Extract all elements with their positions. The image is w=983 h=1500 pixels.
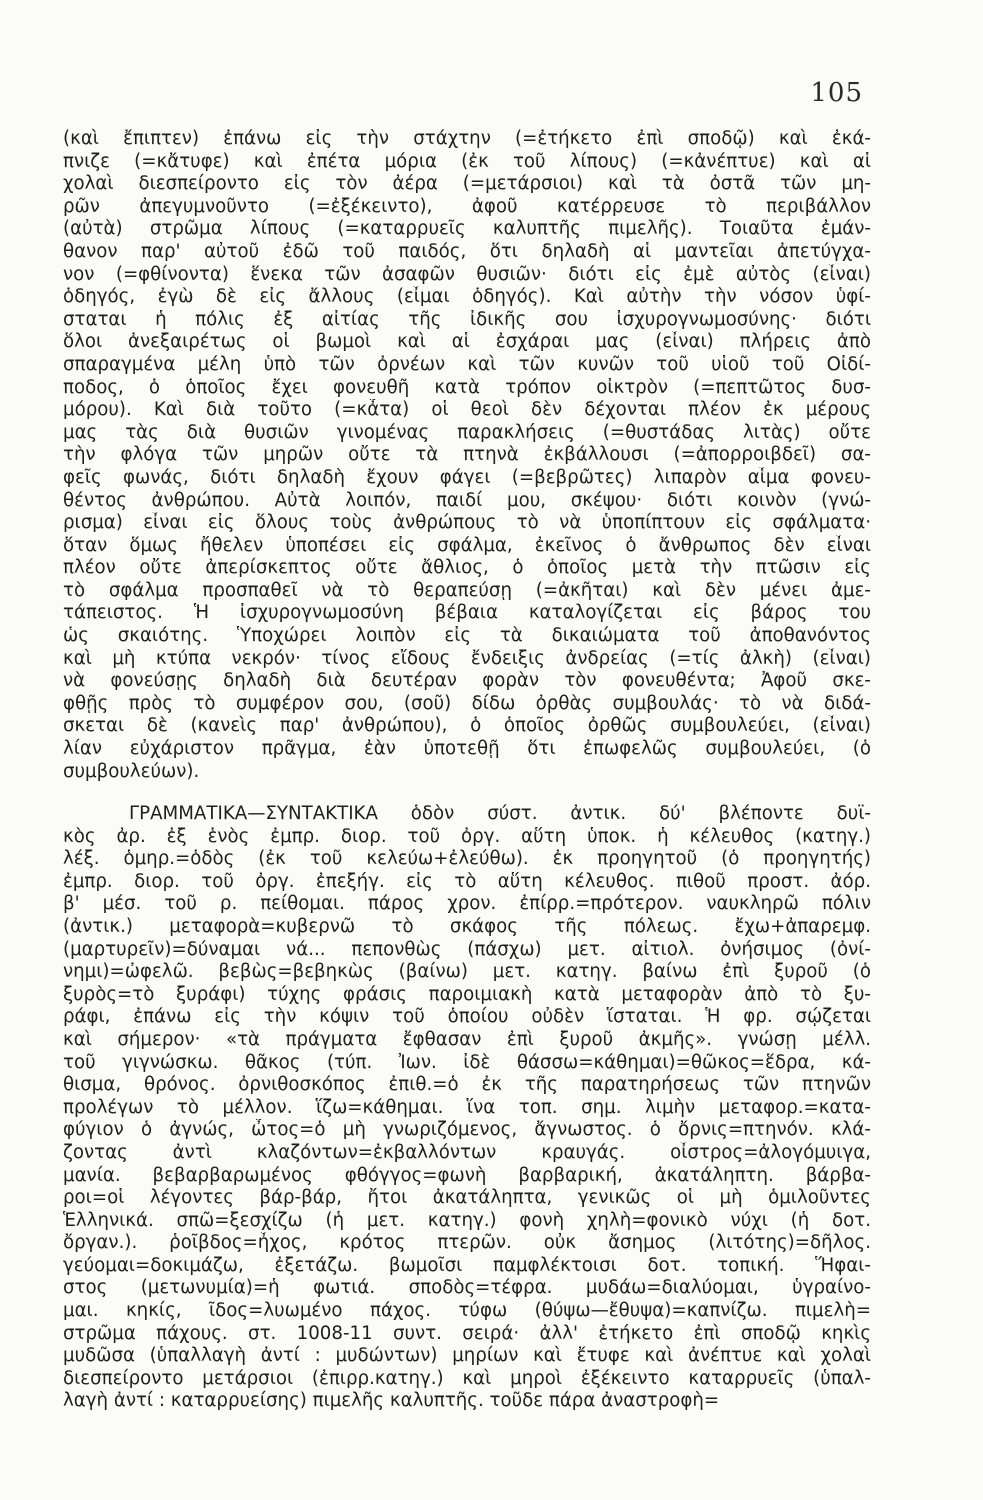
grammar-text-line: (ἀντικ.) μεταφορὰ=κυβερνῶ τὸ σκάφος τῆς πόλεως. ἔχω+ἀπαρεμφ. [63,915,871,937]
main-text-line: νον (=φθίνοντα) ἕνεκα τῶν ἀσαφῶν θυσιῶν· διότι εἰς ἐμὲ αὐτὸς (εἶναι) [63,263,871,285]
main-text-line: θανον παρ' αὐτοῦ ἐδῶ τοῦ παιδός, ὅτι δηλαδὴ αἱ μαντεῖαι ἀπετύγχα- [63,240,871,262]
grammar-text-line: ροι=οἱ λέγοντες βάρ-βάρ, ἤτοι ἀκατάληπτα, γενικῶς οἱ μὴ ὁμιλοῦντες [63,1187,871,1209]
main-text-line: ὅλοι ἀνεξαιρέτως οἱ βωμοὶ καὶ αἱ ἐσχάραι μας (εἶναι) πλήρεις ἀπὸ [63,331,871,353]
main-text-line: (καὶ ἔπιπτεν) ἐπάνω εἰς τὴν στάχτην (=ἐτήκετο ἐπὶ σποδῷ) καὶ ἐκά- [63,128,871,149]
main-text-line: μας τὰς διὰ θυσιῶν γινομένας παρακλήσεις (=θυστάδας λιτὰς) οὔτε [63,421,871,443]
main-text-line: ὁδηγός, ἐγὼ δὲ εἰς ἄλλους (εἶμαι ὁδηγός). Καὶ αὐτὴν τὴν νόσον ὑφί- [63,286,871,308]
grammar-text-line: στος (μετωνυμία)=ἡ φωτιά. σποδὸς=τέφρα. μυδάω=διαλύομαι, ὑγραίνο- [63,1277,871,1299]
grammar-text-line: μανία. βεβαρβαρωμένος φθόγγος=φωνὴ βαρβαρική, ἀκατάληπτη. βάρβα- [63,1164,871,1186]
main-paragraph [63,128,871,783]
main-text-line: (αὐτὰ) στρῶμα λίπους (=καταρρυεῖς καλυπτῆς πιμελῆς). Τοιαῦτα ἐμάν- [63,218,871,240]
main-text-line: σπαραγμένα μέλη ὑπὸ τῶν ὀρνέων καὶ τῶν κυνῶν τοῦ υἱοῦ τοῦ Οἰδί- [63,353,871,375]
grammar-text-line: ἐμπρ. διορ. τοῦ ὀργ. ἐπεξήγ. εἰς τὸ αὕτη κέλευθος. πιθοῦ προστ. ἀόρ. [63,870,871,892]
main-text-line: σκεται δὲ (κανεὶς παρ' ἀνθρώπου), ὁ ὁποῖος ὀρθῶς συμβουλεύει, (εἶναι) [63,715,871,737]
grammar-text-line: θισμα, θρόνος. ὀρνιθοσκόπος ἐπιθ.=ὁ ἐκ τῆς παρατηρήσεως τῶν πτηνῶν [63,1074,871,1096]
main-text-line: καὶ μὴ κτύπα νεκρόν· τίνος εἴδους ἔνδειξις ἀνδρείας (=τίς ἀλκὴ) (εἶναι) [63,647,871,669]
main-text-line: φεῖς φωνάς, διότι δηλαδὴ ἔχουν φάγει (=βεβρῶτες) λιπαρὸν αἷμα φονευ- [63,466,871,488]
grammar-text-line: γεύομαι=δοκιμάζω, ἐξετάζω. βωμοῖσι παμφλέκτοισι δοτ. τοπική. Ἥφαι- [63,1254,871,1276]
grammar-text-line: τοῦ γιγνώσκω. θᾶκος (τύπ. Ἰων. ἰδὲ θάσσω=κάθημαι)=θῶκος=ἕδρα, κά- [63,1051,871,1073]
main-text-line: συμβουλεύων). [63,760,200,782]
grammar-text-line: Ἑλληνικά. σπῶ=ξεσχίζω (ἡ μετ. κατηγ.) φονὴ χηλὴ=φονικὸ νύχι (ἡ δοτ. [63,1209,871,1231]
grammar-text-line: μαι. κηκίς, ῖδος=λυωμένο πάχος. τύφω (θύψω—ἔθυψα)=καπνίζω. πιμελὴ= [63,1300,871,1322]
grammar-text-line: ὄργαν.). ῥοῖβδος=ἦχος, κρότος πτερῶν. οὐκ ἄσημος (λιτότης)=δῆλος. [63,1232,871,1254]
main-text-line: τάπειστος. Ἡ ἰσχυρογνωμοσύνη βέβαια καταλογίζεται εἰς βάρος του [63,602,871,624]
grammar-text-line: νημι)=ὠφελῶ. βεβὼς=βεβηκὼς (βαίνω) μετ. κατηγ. βαίνω ἐπὶ ξυροῦ (ὁ [63,961,871,983]
grammar-text-line: ΓΡΑΜΜΑΤΙΚΑ—ΣΥΝΤΑΚΤΙΚΑ ὁδὸν σύστ. ἀντικ. δύ' βλέποντε δυϊ- [129,803,871,824]
grammar-text-line: διεσπείροντο μετάρσιοι (ἐπιρρ.κατηγ.) καὶ μηροὶ ἐξέκειντο καταρρυεῖς (ὑπαλ- [63,1367,871,1389]
grammar-text-line: λέξ. ὁμηρ.=ὁδὸς (ἐκ τοῦ κελεύω+ἐλεύθω). ἐκ προηγητοῦ (ὁ προηγητής) [63,848,871,870]
main-text-line: λίαν εὐχάριστον πρᾶγμα, ἐὰν ὑποτεθῇ ὅτι ἐπωφελῶς συμβουλεύει, (ὁ [63,738,871,760]
main-text-line: μόρου). Καὶ διὰ τοῦτο (=κἆτα) οἱ θεοὶ δὲν δέχονται πλέον ἐκ μέρους [63,399,871,421]
grammar-text-line: λαγὴ ἀντί : καταρρυείσης) πιμελῆς καλυπτῆς. τοῦδε πάρα ἀναστροφὴ= [63,1390,720,1412]
main-text-line: θέντος ἀνθρώπου. Αὐτὰ λοιπόν, παιδί μου, σκέψου· διότι κοινὸν (γνώ- [63,489,871,511]
grammar-text-line: στρῶμα πάχους. στ. 1008-11 συντ. σειρά· ἀλλ' ἐτήκετο ἐπὶ σποδῷ κηκὶς [63,1322,871,1344]
grammar-text-line: ξυρὸς=τὸ ξυράφι) τύχης φράσις παροιμιακὴ κατὰ μεταφορὰν ἀπὸ τὸ ξυ- [63,983,871,1005]
grammar-text-line: φύγιον ὁ ἀγνώς, ὦτος=ὁ μὴ γνωριζόμενος, ἄγνωστος. ὁ ὄρνις=πτηνόν. κλά- [63,1119,871,1141]
grammar-text-line: μυδῶσα (ὑπαλλαγὴ ἀντί : μυδώντων) μηρίων καὶ ἔτυφε καὶ ἀνέπτυε καὶ χολαὶ [63,1345,871,1367]
main-text-line: τὸ σφάλμα προσπαθεῖ νὰ τὸ θεραπεύσῃ (=ἀκῆται) καὶ δὲν μένει ἀμε- [63,579,871,601]
grammar-paragraph [63,803,871,1413]
main-text-line: ὡς σκαιότης. Ὑποχώρει λοιπὸν εἰς τὰ δικαιώματα τοῦ ἀποθανόντος [63,625,871,647]
main-text-line: τὴν φλόγα τῶν μηρῶν οὔτε τὰ πτηνὰ ἐκβάλλουσι (=ἀπορροιβδεῖ) σα- [63,444,871,466]
grammar-text-line: β' μέσ. τοῦ ρ. πείθομαι. πάρος χρον. ἐπίρρ.=πρότερον. ναυκληρῶ πόλιν [63,893,871,915]
main-text-line: σταται ἡ πόλις ἐξ αἰτίας τῆς ἰδικῆς σου ἰσχυρογνωμοσύνης· διότι [63,308,871,330]
page-number: 105 [810,78,863,108]
main-text-line: ὅταν ὅμως ἤθελεν ὑποπέσει εἰς σφάλμα, ἐκεῖνος ὁ ἄνθρωπος δὲν εἶναι [63,534,871,556]
grammar-text-line: κὸς ἀρ. ἐξ ἑνὸς ἐμπρ. διορ. τοῦ ὀργ. αὕτη ὑποκ. ἡ κέλευθος (κατηγ.) [63,825,871,847]
grammar-text-line: (μαρτυρεῖν)=δύναμαι νά... πεπονθὼς (πάσχω) μετ. αἰτιολ. ὀνήσιμος (ὀνί- [63,938,871,960]
grammar-text-line: ζοντας ἀντὶ κλαζόντων=ἐκβαλλόντων κραυγάς. οἶστρος=ἀλογόμυιγα, [63,1141,871,1163]
main-text-line: χολαὶ διεσπείροντο εἰς τὸν ἀέρα (=μετάρσιοι) καὶ τὰ ὀστᾶ τῶν μη- [63,173,871,195]
main-text-line: ρισμα) εἶναι εἰς ὅλους τοὺς ἀνθρώπους τὸ νὰ ὑποπίπτουν εἰς σφάλματα· [63,512,871,534]
main-text-line: φθῇς πρὸς τὸ συμφέρον σου, (σοῦ) δίδω ὀρθὰς συμβουλάς· τὸ νὰ διδά- [63,692,871,714]
main-text-line: ρῶν ἀπεγυμνοῦντο (=ἐξέκειντο), ἀφοῦ κατέρρευσε τὸ περιβάλλον [63,195,871,217]
main-text-line: νὰ φονεύσῃς δηλαδὴ διὰ δευτέραν φορὰν τὸν φονευθέντα; Ἀφοῦ σκε- [63,670,871,692]
main-text-line: πνιζε (=κἄτυφε) καὶ ἐπέτα μόρια (ἐκ τοῦ λίπους) (=κἀνέπτυε) καὶ αἱ [63,150,871,172]
grammar-text-line: ράφι, ἐπάνω εἰς τὴν κόψιν τοῦ ὁποίου οὐδὲν ἵσταται. Ἡ φρ. σῴζεται [63,1006,871,1028]
main-text-line: ποδος, ὁ ὁποῖος ἔχει φονευθῆ κατὰ τρόπον οἰκτρὸν (=πεπτῶτος δυσ- [63,376,871,398]
grammar-text-line: προλέγων τὸ μέλλον. ἵζω=κάθημαι. ἵνα τοπ. σημ. λιμὴν μεταφορ.=κατα- [63,1096,871,1118]
grammar-text-line: καὶ σήμερον· «τὰ πράγματα ἔφθασαν ἐπὶ ξυροῦ ἀκμῆς». γνώσῃ μέλλ. [63,1028,871,1050]
main-text-line: πλέον οὔτε ἀπερίσκεπτος οὔτε ἄθλιος, ὁ ὁποῖος μετὰ τὴν πτῶσιν εἰς [63,557,871,579]
